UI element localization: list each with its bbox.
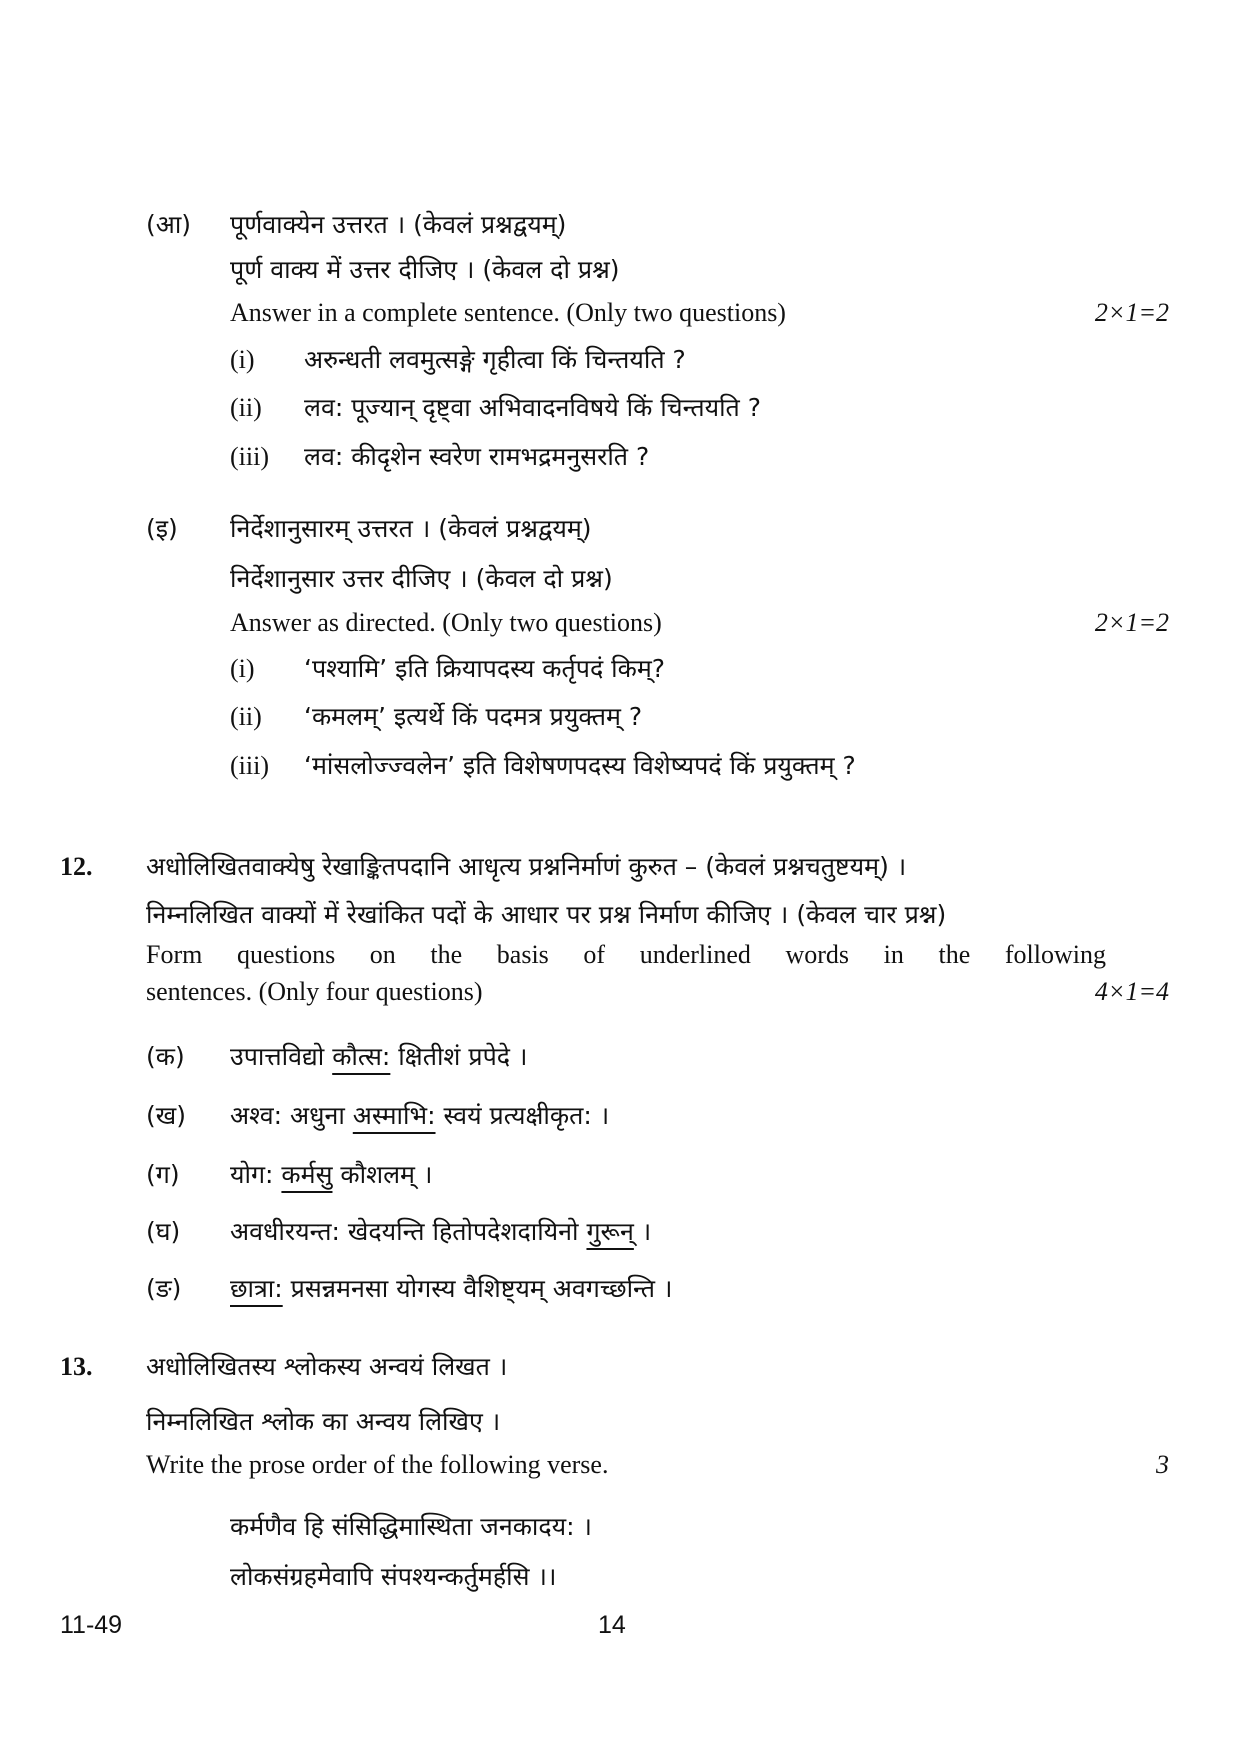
page-number: 14 xyxy=(598,1611,626,1639)
question-13-instruction-hindi: निम्नलिखित श्लोक का अन्वय लिखिए । xyxy=(146,1407,501,1436)
underlined-word: गुरून् xyxy=(586,1217,634,1246)
question-number: (i) xyxy=(230,654,255,683)
question-number: (iii) xyxy=(230,751,269,780)
verse-line-1: कर्मणैव हि संसिद्धिमास्थिता जनकादय: । xyxy=(230,1512,592,1541)
paper-code: 11-49 xyxy=(60,1611,123,1639)
sentence xyxy=(230,1272,672,1306)
sentence-post: । xyxy=(633,1217,652,1246)
question-12-instruction-hindi: निम्नलिखित वाक्यों में रेखांकित पदों के आधार पर प्रश्न निर्माण कीजिए । (केवल चार प्रश्न) xyxy=(146,900,947,929)
section-aa-marks: 2×1=2 xyxy=(1094,298,1169,327)
sentence-pre: उपात्तविद्यो xyxy=(230,1042,333,1071)
question-13-instruction-english: Write the prose order of the following verse. xyxy=(146,1450,609,1479)
item-label: (क) xyxy=(146,1042,185,1071)
sentence-post: स्वयं प्रत्यक्षीकृत: । xyxy=(435,1101,610,1130)
verse-line-2: लोकसंग्रहमेवापि संपश्यन्कर्तुमर्हसि ।। xyxy=(230,1562,557,1591)
question-12-number: 12. xyxy=(60,852,93,881)
question-text: ‘मांसलोज्ज्वलेन’ इति विशेषणपदस्य विशेष्यपदं किं प्रयुक्तम् ? xyxy=(304,751,856,780)
item-label: (ग) xyxy=(146,1160,180,1189)
underlined-word: कौत्स: xyxy=(332,1042,391,1071)
question-text: ‘पश्यामि’ इति क्रियापदस्य कर्तृपदं किम्? xyxy=(304,654,666,683)
sentence xyxy=(230,1040,528,1074)
section-aa-instruction-hindi: पूर्ण वाक्य में उत्तर दीजिए । (केवल दो प्रश्न) xyxy=(230,255,620,284)
question-12-instruction-english-cont: sentences. (Only four questions) xyxy=(146,977,483,1006)
question-number: (ii) xyxy=(230,393,262,422)
item-label: (ख) xyxy=(146,1101,186,1130)
section-label-aa: (आ) xyxy=(146,210,192,239)
sentence xyxy=(230,1215,651,1249)
sentence xyxy=(230,1099,609,1133)
section-i-marks: 2×1=2 xyxy=(1094,608,1169,637)
sentence-post: कौशलम् । xyxy=(332,1160,433,1189)
question-12-marks: 4×1=4 xyxy=(1094,977,1169,1006)
underlined-word: छात्रा: xyxy=(230,1274,283,1303)
section-i-instruction-sanskrit: निर्देशानुसारम् उत्तरत । (केवलं प्रश्नद्वयम्) xyxy=(230,514,592,543)
question-text: लव: पूज्यान् दृष्ट्वा अभिवादनविषये किं चिन्तयति ? xyxy=(304,393,762,422)
sentence-pre: अवधीरयन्त: खेदयन्ति हितोपदेशदायिनो xyxy=(230,1217,587,1246)
section-i-instruction-hindi: निर्देशानुसार उत्तर दीजिए । (केवल दो प्रश्न) xyxy=(230,564,613,593)
underlined-word: कर्मसु xyxy=(281,1160,333,1189)
question-text: अरुन्धती लवमुत्सङ्गे गृहीत्वा किं चिन्तयति ? xyxy=(304,345,686,374)
section-aa-instruction-english: Answer in a complete sentence. (Only two questions) xyxy=(230,298,786,327)
question-13-instruction-sanskrit: अधोलिखितस्य श्लोकस्य अन्वयं लिखत । xyxy=(146,1352,508,1381)
section-aa-instruction-sanskrit: पूर्णवाक्येन उत्तरत । (केवलं प्रश्नद्वयम्) xyxy=(230,210,567,239)
question-text: ‘कमलम्’ इत्यर्थे किं पदमत्र प्रयुक्तम् ? xyxy=(304,702,643,731)
question-12-instruction-sanskrit: अधोलिखितवाक्येषु रेखाङ्कितपदानि आधृत्य प्रश्ननिर्माणं कुरुत – (केवलं प्रश्नचतुष्टयम्) । xyxy=(146,852,907,881)
question-13-marks: 3 xyxy=(1156,1450,1169,1479)
item-label: (ङ) xyxy=(146,1274,182,1303)
item-label: (घ) xyxy=(146,1217,181,1246)
question-text: लव: कीदृशेन स्वरेण रामभद्रमनुसरति ? xyxy=(304,442,650,471)
question-number: (ii) xyxy=(230,702,262,731)
section-label-i: (इ) xyxy=(146,514,178,543)
question-number: (iii) xyxy=(230,442,269,471)
sentence xyxy=(230,1158,432,1192)
question-12-instruction-english: Form questions on the basis of underlined words in the following xyxy=(146,940,1106,969)
sentence-post: क्षितीशं प्रपेदे । xyxy=(390,1042,528,1071)
underlined-word: अस्माभि: xyxy=(352,1101,436,1130)
section-i-instruction-english: Answer as directed. (Only two questions) xyxy=(230,608,662,637)
question-13-number: 13. xyxy=(60,1352,93,1381)
question-number: (i) xyxy=(230,345,255,374)
sentence-pre: योग: xyxy=(230,1160,282,1189)
sentence-pre: अश्व: अधुना xyxy=(230,1101,353,1130)
sentence-post: प्रसन्नमनसा योगस्य वैशिष्ट्यम् अवगच्छन्ति । xyxy=(282,1274,673,1303)
